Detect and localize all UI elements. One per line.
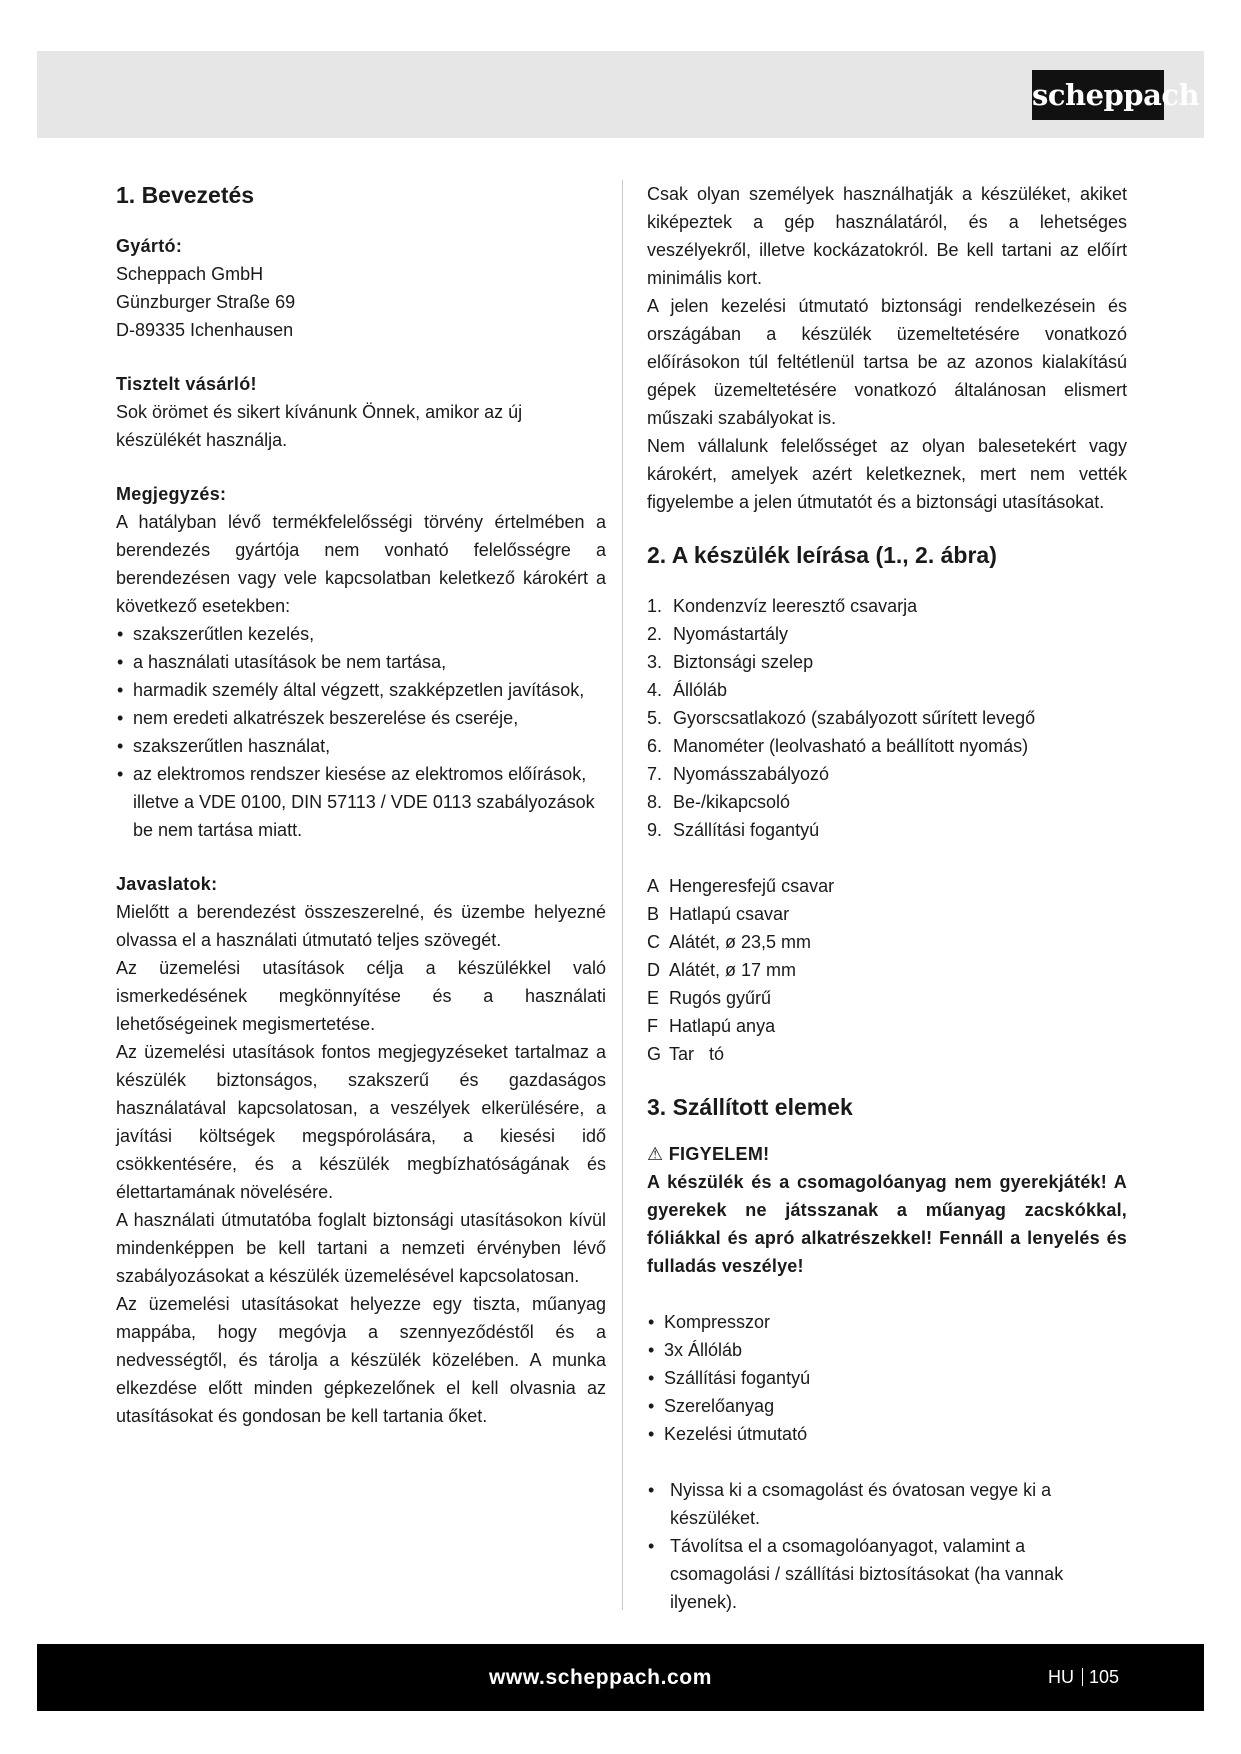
list-item: 7. Nyomásszabályozó xyxy=(647,764,830,784)
list-item: 1. Kondenzvíz leeresztő csavarja xyxy=(647,596,918,616)
list-item: C Alátét, ø 23,5 mm xyxy=(647,932,812,952)
list-item: 8. Be-/kikapcsoló xyxy=(647,792,791,812)
recommend-paragraph: A használati útmutatóba foglalt biztonsági utasításokon kívül mindenképpen be kell tartani a nemzeti érvényben lévő szabályozásokat a készülék üzemelésével kapcsolatosan. xyxy=(116,1210,606,1286)
list-item: 2. Nyomástartály xyxy=(647,624,789,644)
footer-url[interactable]: www.scheppach.com xyxy=(489,1666,712,1689)
list-item: • Kezelési útmutató xyxy=(647,1420,1127,1448)
list-item: F Hatlapú anya xyxy=(647,1016,776,1036)
section-heading-delivery: 3. Szállított elemek xyxy=(647,1094,853,1120)
intro-paragraph: Csak olyan személyek használhatják a készüléket, akiket kiképeztek a gép használatáról, és a lehetséges veszélyekről, illetve kockázatokról. Be kell tartani az előírt minimális kort. xyxy=(647,184,1127,288)
list-item: 6. Manométer (leolvasható a beállított nyomás) xyxy=(647,736,1029,756)
list-item: • nem eredeti alkatrészek beszerelése és cseréje, xyxy=(116,704,606,732)
list-item: D Alátét, ø 17 mm xyxy=(647,960,797,980)
page-number: 105 xyxy=(1088,1667,1119,1687)
list-item: G Tar tó xyxy=(647,1044,725,1064)
language-code: HU xyxy=(1047,1667,1074,1687)
note-label: Megjegyzés: xyxy=(116,484,227,504)
list-item: • szakszerűtlen használat, xyxy=(116,732,606,760)
customer-label: Tisztelt vásárló! xyxy=(116,374,257,394)
unpack-list xyxy=(647,1476,1127,1616)
list-item: 9. Szállítási fogantyú xyxy=(647,820,820,840)
parts-list xyxy=(647,872,1127,1068)
list-item: 5. Gyorscsatlakozó (szabályozott sűrített levegő xyxy=(647,708,1036,728)
list-item: 3. Biztonsági szelep xyxy=(647,652,814,672)
warning-title: ⚠ FIGYELEM! xyxy=(647,1144,770,1164)
list-item: • Távolítsa el a csomagolóanyagot, valamint a csomagolási / szállítási biztosításokat (ha vannak ilyenek). xyxy=(647,1532,1127,1616)
list-item: • a használati utasítások be nem tartása, xyxy=(116,648,606,676)
customer-text: Sok örömet és sikert kívánunk Önnek, amikor az új készülékét használja. xyxy=(116,402,523,450)
recommend-paragraph: Az üzemelési utasításokat helyezze egy tiszta, műanyag mappába, hogy megóvja a szennyeződéstől és a nedvességtől, és tárolja a készülék közelében. A munka elkezdése előtt minden gépkezelőnek el kell olvasnia az utasításokat és gondosan be kell tartania őket. xyxy=(116,1294,606,1426)
recommend-paragraph: Az üzemelési utasítások célja a készülékkel való ismerkedésének megkönnyítése és a használati lehetőségeinek megismertetése. xyxy=(116,958,606,1034)
manufacturer-line: Scheppach GmbH xyxy=(116,264,264,284)
note-list xyxy=(116,620,606,844)
list-item: • Nyissa ki a csomagolást és óvatosan vegye ki a készüléket. xyxy=(647,1476,1127,1532)
delivery-list xyxy=(647,1308,1127,1448)
section-heading-description: 2. A készülék leírása (1., 2. ábra) xyxy=(647,542,997,568)
scheppach-logo: scheppach xyxy=(1032,70,1164,120)
footer-bar xyxy=(37,1644,1204,1711)
recommend-paragraph: Az üzemelési utasítások fontos megjegyzéseket tartalmaz a készülék biztonságos, szakszerű és gazdaságos használatával kapcsolatosan, a veszélyek elkerülésére, a javítási költségek megspórolására, a kiesési idő csökkentésére, és a készülék megbízhatóságának és élettartamának növelésére. xyxy=(116,1042,606,1202)
manufacturer-line: Günzburger Straße 69 xyxy=(116,292,296,312)
list-item: • Szállítási fogantyú xyxy=(647,1364,1127,1392)
warning-text: A készülék és a csomagolóanyag nem gyerekjáték! A gyerekek ne játsszanak a műanyag zacskókkal, fóliákkal és apró alkatrészekkel! Fennáll a lenyelés és fulladás veszélye! xyxy=(647,1172,1127,1276)
list-item: A Hengeresfejű csavar xyxy=(647,876,835,896)
manufacturer-label: Gyártó: xyxy=(116,236,183,256)
recommend-label: Javaslatok: xyxy=(116,874,218,894)
note-text: A hatályban lévő termékfelelősségi törvény értelmében a berendezés gyártója nem vonható felelősségre a berendezésen vagy vele kapcsolatban keletkező károkért a következő esetekben: xyxy=(116,512,606,616)
list-item: • harmadik személy által végzett, szakképzetlen javítások, xyxy=(116,676,606,704)
list-item: B Hatlapú csavar xyxy=(647,904,790,924)
list-item: • az elektromos rendszer kiesése az elektromos előírások, illetve a VDE 0100, DIN 57113 / VDE 0113 szabályozások be nem tartása miatt. xyxy=(116,760,606,844)
header-bar xyxy=(37,51,1204,138)
list-item: • 3x Állóláb xyxy=(647,1336,1127,1364)
right-column xyxy=(647,180,1127,1616)
left-column xyxy=(116,180,606,1430)
recommend-paragraph: Mielőtt a berendezést összeszerelné, és üzembe helyezné olvassa el a használati útmutató teljes szövegét. xyxy=(116,902,606,950)
list-item: 4. Állóláb xyxy=(647,680,728,700)
list-item: • szakszerűtlen kezelés, xyxy=(116,620,606,648)
list-item: • Kompresszor xyxy=(647,1308,1127,1336)
intro-paragraph: A jelen kezelési útmutató biztonsági rendelkezésein és országában a készülék üzemeltetésére vonatkozó előírásokon túl feltétlenül tartsa be az azonos kialakítású gépek üzemeltetésére vonatkozó általánosan elismert műszaki szabályokat is. xyxy=(647,296,1127,428)
list-item: • Szerelőanyag xyxy=(647,1392,1127,1420)
column-divider xyxy=(622,180,623,1610)
list-item: E Rugós gyűrű xyxy=(647,988,772,1008)
manufacturer-line: D-89335 Ichenhausen xyxy=(116,320,294,340)
description-list xyxy=(647,592,1127,844)
section-heading-intro: 1. Bevezetés xyxy=(116,182,255,208)
page-indicator xyxy=(1048,1644,1119,1711)
intro-paragraph: Nem vállalunk felelősséget az olyan balesetekért vagy károkért, amelyek azért keletkeznek, mert nem vették figyelembe a jelen útmutatót és a biztonsági utasításokat. xyxy=(647,436,1127,512)
